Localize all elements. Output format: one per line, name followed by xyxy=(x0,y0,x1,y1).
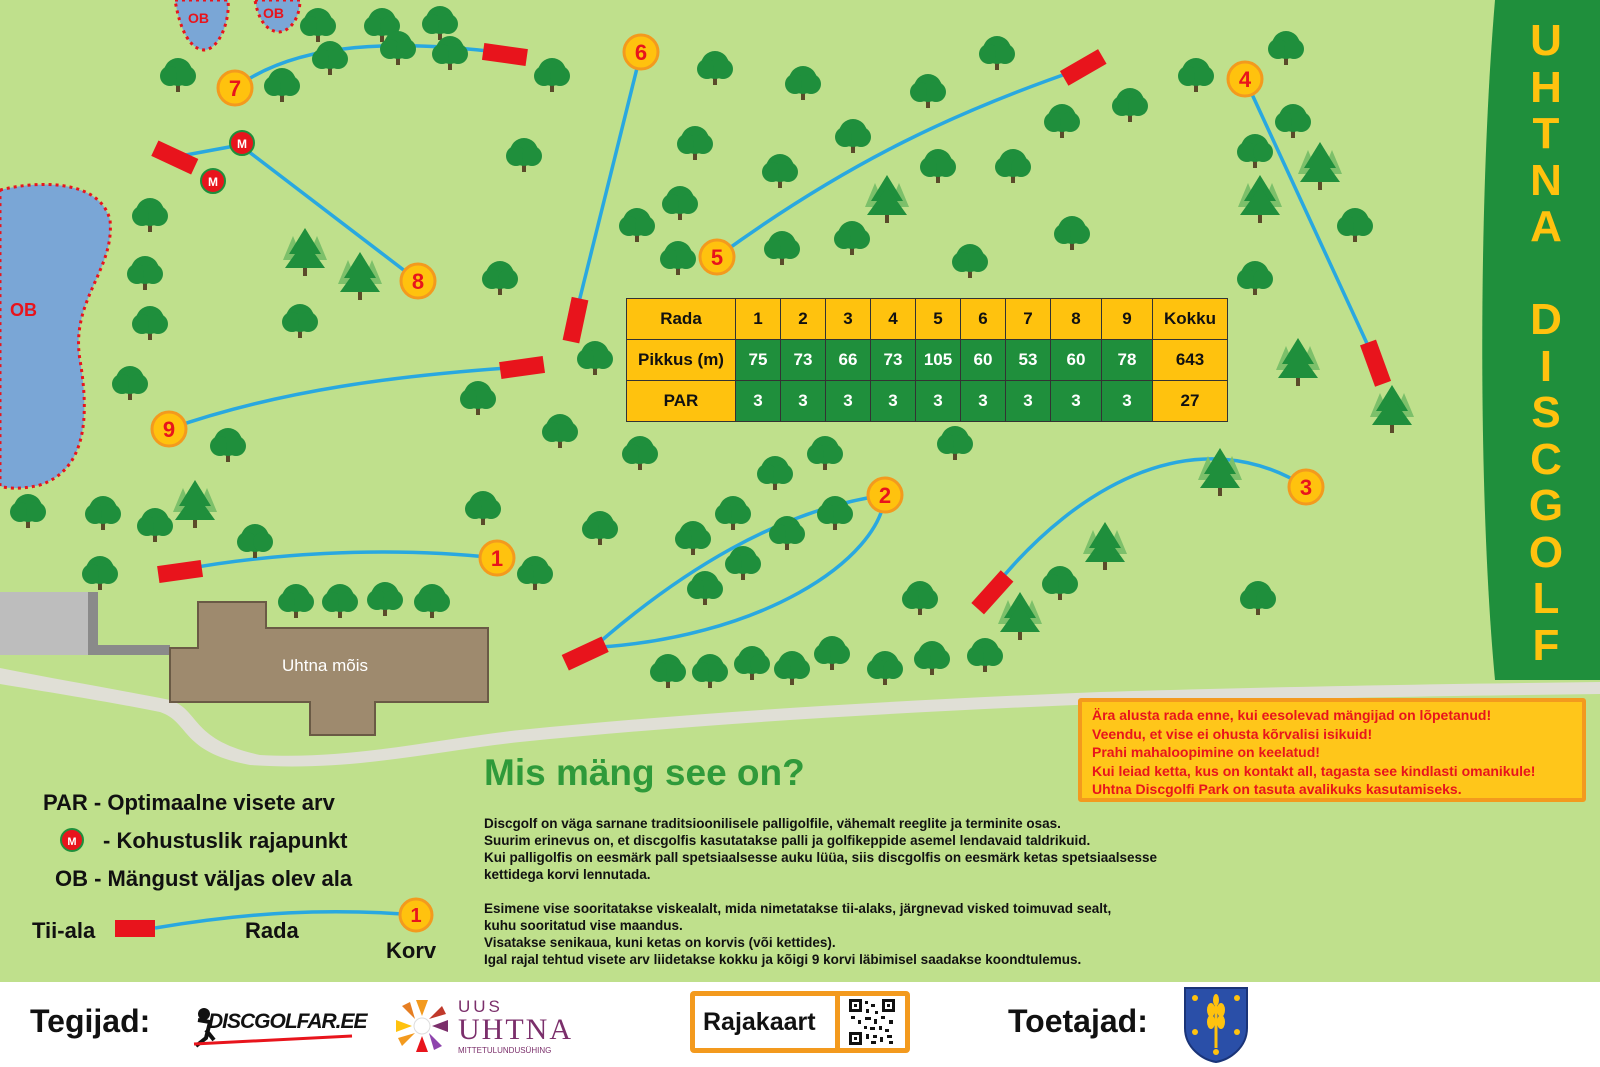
svg-text:M: M xyxy=(237,137,247,151)
uus-text: UUS xyxy=(458,997,503,1016)
legend-mandatory: - Kohustuslik rajapunkt xyxy=(103,828,348,853)
side-road xyxy=(88,592,170,655)
tee-pad-5 xyxy=(1060,49,1107,86)
rule-line: Ära alusta rada enne, kui eesolevad mängijad on lõpetanud! xyxy=(1092,707,1492,723)
scorecard-header-cell: 1 xyxy=(736,299,781,340)
scorecard-cell: 3 xyxy=(826,381,871,422)
discgolfar-logo-text: DISCGOLFAR.EE xyxy=(208,1010,367,1033)
tee-pad-legend xyxy=(115,920,155,937)
scorecard-header-cell: 3 xyxy=(826,299,871,340)
title-letter: F xyxy=(1532,620,1560,670)
rules-box xyxy=(1078,698,1586,802)
info-line: Discgolf on väga sarnane traditsioonilisele palligolfile, vähemalt reeglite ja terminite osas. xyxy=(484,816,1061,831)
ob-label-top-1: OB xyxy=(188,10,209,26)
scorecard-cell: 3 xyxy=(781,381,826,422)
scorecard-header-cell: 7 xyxy=(1006,299,1051,340)
title-letter: N xyxy=(1530,155,1562,205)
info-line: Igal rajal tehtud visete arv liidetakse kokku ja kõigi 9 korvi läbimisel saadakse koondtulemus. xyxy=(484,952,1082,967)
scorecard-header-cell: 8 xyxy=(1051,299,1102,340)
basket-8 xyxy=(401,264,435,298)
municipality-coat-of-arms-icon xyxy=(1183,986,1249,1064)
basket-9 xyxy=(152,412,186,446)
scorecard-cell: 60 xyxy=(1051,340,1102,381)
legend-basket-label: Korv xyxy=(386,938,437,963)
scorecard-cell: 3 xyxy=(1102,381,1153,422)
title-letter: S xyxy=(1531,388,1561,437)
scorecard-par-row xyxy=(627,381,1228,422)
fairway-6 xyxy=(575,52,641,318)
svg-text:M: M xyxy=(208,175,218,189)
legend-tee: Tii-ala xyxy=(32,918,96,943)
qr-code-icon[interactable] xyxy=(849,999,895,1045)
title-letter: U xyxy=(1530,16,1562,65)
tee-pad-7 xyxy=(482,43,528,66)
legend-mandatory-icon xyxy=(61,829,83,851)
scorecard-cell: 66 xyxy=(826,340,871,381)
mtu-text: MITTETULUNDUSÜHING xyxy=(458,1046,552,1055)
svg-text:5: 5 xyxy=(710,245,724,270)
svg-text:2: 2 xyxy=(878,483,892,508)
title-letter: L xyxy=(1532,574,1560,623)
course-map-label: Rajakaart xyxy=(703,1008,816,1036)
basket-2 xyxy=(868,478,902,512)
info-line: Suurim erinevus on, et discgolfis kasutatakse palli ja golfikeppide asemel lendavaid taldrikuid. xyxy=(484,833,1091,848)
title-letter: T xyxy=(1532,109,1560,158)
info-line: kuhu sooritatud vise maandus. xyxy=(484,918,683,933)
scorecard-cell: 105 xyxy=(916,340,961,381)
ob-pond-left xyxy=(0,184,110,488)
scorecard-cell: 3 xyxy=(736,381,781,422)
tee-pad-8 xyxy=(151,140,198,174)
basket-7 xyxy=(218,71,252,105)
svg-text:1: 1 xyxy=(410,905,422,927)
makers-label: Tegijad: xyxy=(30,1003,151,1039)
ob-label-top-2: OB xyxy=(263,5,284,21)
info-line: Visatakse senikaua, kuni ketas on korvis (või kettides). xyxy=(484,935,836,950)
legend-fairway: Rada xyxy=(245,918,299,943)
scorecard-cell: 73 xyxy=(871,340,916,381)
tee-pad-1 xyxy=(157,560,203,583)
svg-text:7: 7 xyxy=(228,76,242,101)
title-letter xyxy=(1492,251,1600,298)
info-line: kettidega korvi lennutada. xyxy=(484,867,651,882)
scorecard-header-cell: 9 xyxy=(1102,299,1153,340)
rule-line: Kui leiad ketta, kus on kontakt all, tagasta see kindlasti omanikule! xyxy=(1092,762,1536,779)
manor-label: Uhtna mõis xyxy=(282,656,368,675)
legend-par: PAR - Optimaalne visete arv xyxy=(43,790,335,815)
basket-4 xyxy=(1228,62,1262,96)
basket-1 xyxy=(480,541,514,575)
title-letter: H xyxy=(1530,62,1562,112)
svg-text:1: 1 xyxy=(490,546,504,571)
scorecard-cell: 3 xyxy=(916,381,961,422)
scorecard-header-cell: 6 xyxy=(961,299,1006,340)
svg-text:8: 8 xyxy=(411,269,425,294)
svg-text:3: 3 xyxy=(1299,475,1313,500)
info-line: Esimene vise sooritatakse viskealalt, mida nimetatakse tii-alaks, järgnevad visked toimuvad sealt, xyxy=(484,901,1112,916)
scorecard-header-cell: Kokku xyxy=(1153,299,1228,340)
scorecard-length-row xyxy=(627,340,1228,381)
rule-line: Prahi mahaloopimine on keelatud! xyxy=(1092,744,1320,760)
info-title: Mis mäng see on? xyxy=(484,752,805,793)
scorecard-total-cell: 643 xyxy=(1153,340,1228,381)
scorecard-cell: 60 xyxy=(961,340,1006,381)
title-letter: I xyxy=(1539,341,1553,391)
supporters-label: Toetajad: xyxy=(1008,1003,1148,1039)
scorecard-cell: 53 xyxy=(1006,340,1051,381)
svg-text:9: 9 xyxy=(162,417,176,442)
scorecard-cell: 75 xyxy=(736,340,781,381)
svg-text:M: M xyxy=(67,836,77,848)
scorecard-cell: 3 xyxy=(961,381,1006,422)
uus-uhtna-logo xyxy=(392,995,592,1057)
vertical-title xyxy=(1492,0,1600,680)
info-text xyxy=(484,815,1244,968)
scorecard-total-cell: 27 xyxy=(1153,381,1228,422)
course-map-qr-box[interactable] xyxy=(690,991,910,1053)
uus-uhtna-sun-icon xyxy=(392,995,454,1057)
tee-pad-2 xyxy=(562,636,609,670)
scorecard-cell: 3 xyxy=(1006,381,1051,422)
mandatory-point-1 xyxy=(230,131,254,155)
scorecard-header-cell: Rada xyxy=(627,299,736,340)
info-line: Kui palligolfis on eesmärk pall spetsiaalsesse auku lüüa, siis discgolfis on eesmärk ketas spetsiaalsesse xyxy=(484,850,1158,865)
fairway-1 xyxy=(180,552,497,570)
tee-pad-4 xyxy=(1360,340,1391,387)
tee-pad-9 xyxy=(499,356,545,379)
mandatory-point-2 xyxy=(201,169,225,193)
legend-ob: OB - Mängust väljas olev ala xyxy=(55,866,353,891)
scorecard-cell: 78 xyxy=(1102,340,1153,381)
ob-label-left: OB xyxy=(10,300,37,320)
scorecard-row-label: PAR xyxy=(627,381,736,422)
parking-area xyxy=(0,592,88,655)
scorecard-row-label: Pikkus (m) xyxy=(627,340,736,381)
qr-divider xyxy=(835,996,840,1048)
title-letter: O xyxy=(1528,527,1564,577)
rule-line: Veendu, et vise ei ohusta kõrvalisi isikuid! xyxy=(1092,725,1373,742)
legend-basket xyxy=(400,899,432,931)
scorecard-cell: 73 xyxy=(781,340,826,381)
scorecard-header-row xyxy=(627,299,1228,340)
uhtna-text: UHTNA xyxy=(458,1013,573,1046)
title-letter: D xyxy=(1530,295,1562,344)
basket-3 xyxy=(1289,470,1323,504)
fairway-3 xyxy=(992,459,1306,590)
svg-text:4: 4 xyxy=(1238,67,1252,92)
scorecard-header-cell: 2 xyxy=(781,299,826,340)
svg-text:6: 6 xyxy=(634,40,648,65)
title-letter: C xyxy=(1530,434,1562,484)
discgolfar-logo xyxy=(186,1000,367,1048)
title-letter: G xyxy=(1528,481,1564,530)
title-letter: A xyxy=(1530,202,1562,251)
scorecard-cell: 3 xyxy=(871,381,916,422)
scorecard-header-cell: 5 xyxy=(916,299,961,340)
rule-line: Uhtna Discgolfi Park on tasuta avalikuks kasutamiseks. xyxy=(1092,781,1462,797)
scorecard-table xyxy=(626,298,1228,422)
tee-pad-6 xyxy=(563,297,589,344)
scorecard-cell: 3 xyxy=(1051,381,1102,422)
basket-6 xyxy=(624,35,658,69)
scorecard-header-cell: 4 xyxy=(871,299,916,340)
basket-5 xyxy=(700,240,734,274)
